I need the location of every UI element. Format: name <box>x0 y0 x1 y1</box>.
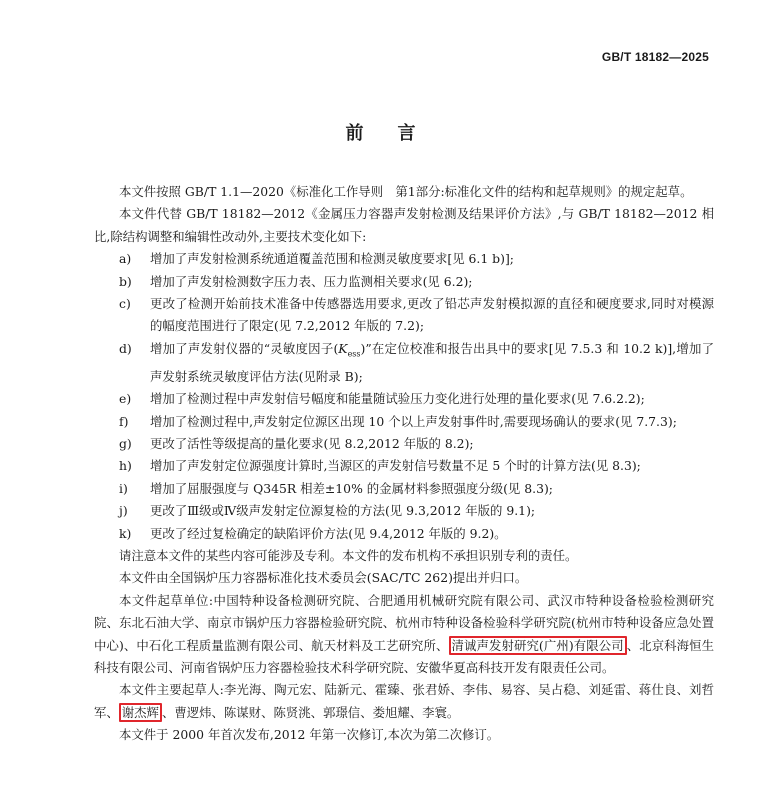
item-text-before: 增加了声发射仪器的“灵敏度因子( <box>150 340 339 356</box>
list-item <box>94 455 714 477</box>
units-text-before: 本文件起草单位:中国特种设备检测研究院、合肥通用机械研究院有限公司、武汉市特种设备检验检测研究院、东北石油大学、南京市锅炉压力容器检验研究院、杭州市特种设备检验科学研究院(杭州市特种设备应急处置中心)、中石化工程质量监测有限公司、航天材料及工艺研究所、 <box>94 592 714 653</box>
list-marker: a) <box>119 251 132 267</box>
units-text-after: 、北京科海恒生科技有限公司、河南省锅炉压力容器检验技术科学研究院、安徽华夏高科技开发有限责任公司。 <box>94 637 715 675</box>
highlighted-organization: 清诚声发射研究(广州)有限公司 <box>449 636 627 655</box>
list-item <box>94 271 714 293</box>
k-subscript: ess <box>347 349 361 359</box>
standard-prefix: GB/T <box>601 50 632 64</box>
list-item <box>94 388 714 410</box>
list-item-text: 增加了检测过程中,声发射定位源区出现 10 个以上声发射事件时,需要现场确认的要求(见 7.7.3); <box>150 413 677 429</box>
list-item <box>94 248 714 270</box>
list-marker: c) <box>119 296 131 312</box>
list-item-text: 增加了检测过程中声发射信号幅度和能量随试验压力变化进行处理的量化要求(见 7.6.2.2); <box>150 391 645 407</box>
list-item-text: 更改了活性等级提高的量化要求(见 8.2,2012 年版的 8.2); <box>150 435 474 451</box>
paragraph-history: 本文件于 2000 年首次发布,2012 年第一次修订,本次为第二次修订。 <box>119 727 500 743</box>
list-item-text: 更改了Ⅲ级或Ⅳ级声发射定位源复检的方法(见 9.3,2012 年版的 9.1); <box>150 503 536 519</box>
list-item <box>94 338 714 388</box>
standard-number: 18182—2025 <box>634 50 709 64</box>
paragraph-replacement: 本文件代替 GB/T 18182—2012《金属压力容器声发射检测及结果评价方法》,与 GB/T 18182—2012 相比,除结构调整和编辑性改动外,主要技术变化如下: <box>94 206 714 244</box>
list-item-text: 增加了屈服强度与 Q345R 相差±10% 的金属材料参照强度分级(见 8.3); <box>150 480 553 496</box>
list-marker: h) <box>119 458 132 474</box>
paragraph-proposer: 本文件由全国锅炉压力容器标准化技术委员会(SAC/TC 262)提出并归口。 <box>119 570 528 586</box>
k-symbol: K <box>338 340 348 356</box>
list-item-text: 增加了声发射检测数字压力表、压力监测相关要求(见 6.2); <box>150 273 473 289</box>
list-item-text: 更改了检测开始前技术准备中传感器选用要求,更改了铅芯声发射模拟源的直径和硬度要求,同时对模源的幅度范围进行了限定(见 7.2,2012 年版的 7.2); <box>150 296 714 334</box>
list-marker: d) <box>119 340 132 356</box>
list-item <box>94 500 714 522</box>
list-marker: k) <box>119 525 132 541</box>
list-marker: f) <box>119 413 129 429</box>
list-item-text: 增加了声发射检测系统通道覆盖范围和检测灵敏度要求[见 6.1 b)]; <box>150 251 514 267</box>
item-text-after: )”在定位校准和报告出具中的要求[见 7.5.3 和 10.2 k)],增加了声发射系统灵敏度评估方法(见附录 B); <box>150 340 714 384</box>
highlighted-drafter-name: 谢杰辉 <box>119 703 162 722</box>
list-marker: g) <box>119 435 132 451</box>
list-item <box>94 411 714 433</box>
list-item-text: 增加了声发射定位源强度计算时,当源区的声发射信号数量不足 5 个时的计算方法(见 8.3); <box>150 458 641 474</box>
list-marker: i) <box>119 480 128 496</box>
paragraph-patent-notice: 请注意本文件的某些内容可能涉及专利。本文件的发布机构不承担识别专利的责任。 <box>119 547 578 563</box>
paragraph-drafters <box>94 679 714 724</box>
paragraph-drafting-rules: 本文件按照 GB/T 1.1—2020《标准化工作导则 第1部分:标准化文件的结构和起草规则》的规定起草。 <box>119 184 693 199</box>
drafters-text-after: 、曹逻炜、陈谋财、陈贤洮、郭璟信、娄旭耀、李寰。 <box>161 704 460 720</box>
foreword-body <box>94 181 714 747</box>
list-item <box>94 433 714 455</box>
drafters-text-before: 本文件主要起草人:李光海、陶元宏、陆新元、霍臻、张君娇、李伟、易容、吴占稳、刘延雷、蒋仕良、刘哲军、 <box>94 682 714 720</box>
paragraph-drafting-units <box>94 590 714 680</box>
list-marker: b) <box>119 273 132 289</box>
list-item-text: 更改了经过复检确定的缺陷评价方法(见 9.4,2012 年版的 9.2)。 <box>150 525 507 541</box>
list-item <box>94 478 714 500</box>
standard-number-header <box>602 50 709 64</box>
list-marker: j) <box>119 503 128 519</box>
list-item <box>94 293 714 338</box>
list-item <box>94 523 714 545</box>
list-marker: e) <box>119 391 132 407</box>
list-item-text <box>150 338 714 388</box>
page-title: 前言 <box>345 123 450 144</box>
